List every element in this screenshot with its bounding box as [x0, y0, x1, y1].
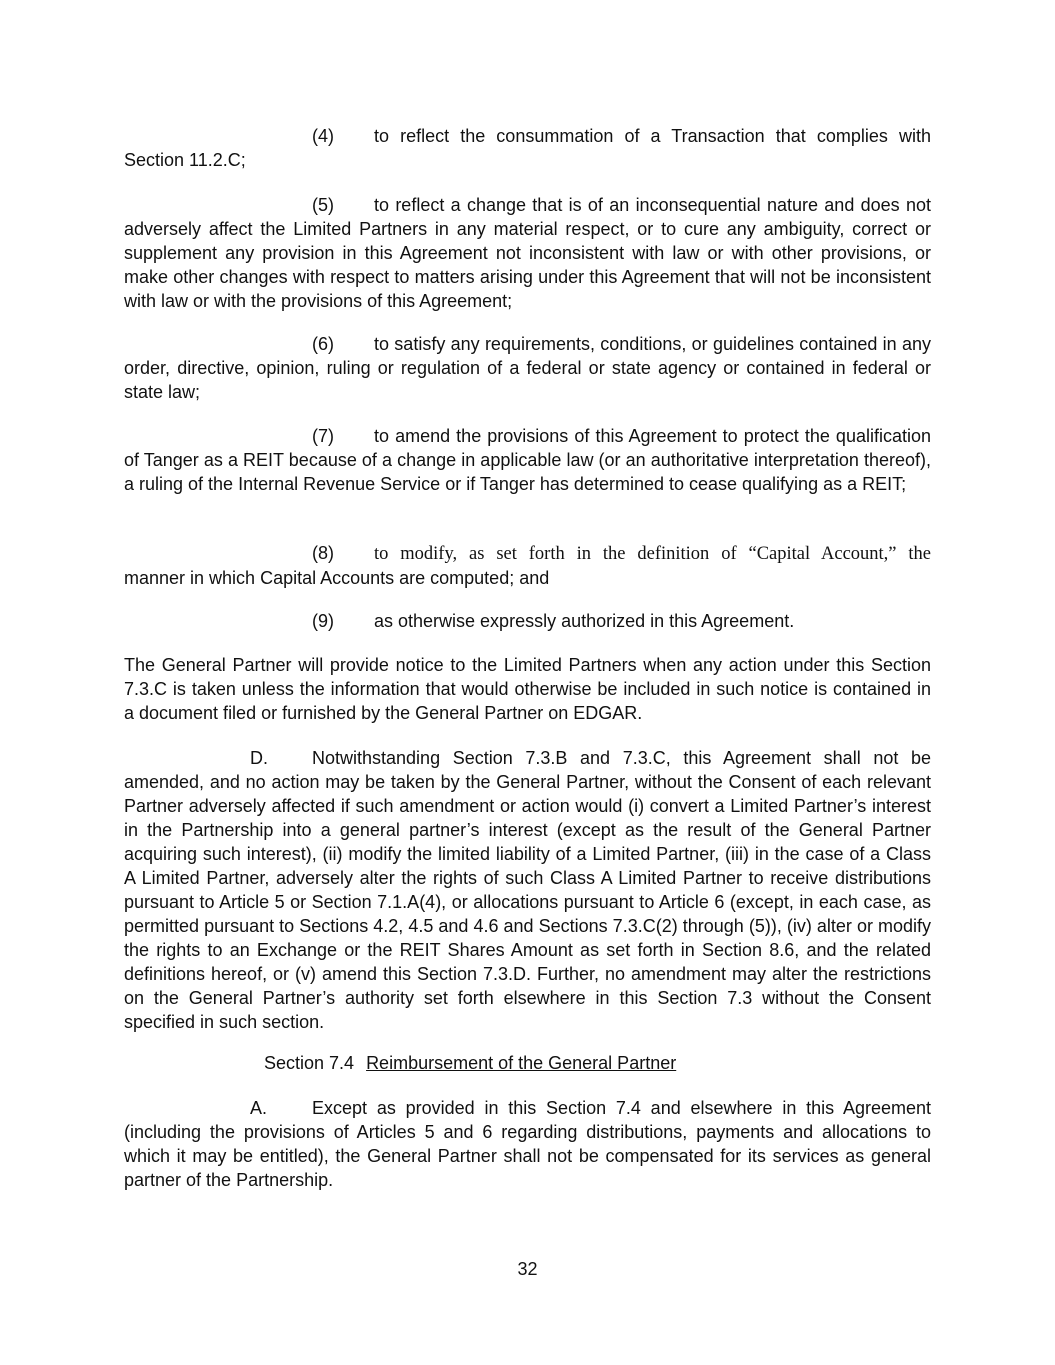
item-4-line2: Section 11.2.C; — [124, 150, 246, 170]
item-4-line1: to reflect the consummation of a Transaction that complies with — [374, 126, 931, 146]
paragraph-d-letter: D. — [250, 748, 268, 768]
item-4-number: (4) — [312, 126, 334, 146]
paragraph-d-text: Notwithstanding Section 7.3.B and 7.3.C, this Agreement shall not be amended, and no action may be taken by the General Partner, without the Consent of each relevant Partner adversely affected if such amendment or action would (i) convert a Limited Partner’s interest in the Partnership into a general partner’s interest (except as the result of the General Partner acquiring such interest), (ii) modify the limited liability of a Limited Partner, (iii) in the case of a Class A Limited Partner, adversely alter the rights of such Class A Limited Partner to receive distributions pursuant to Article 5 or Section 7.1.A(4), or allocations pursuant to Article 6 (except, in each case, as permitted pursuant to Sections 4.2, 4.5 and 4.6 and Sections 7.3.C(2) through (5)), (iv) alter or modify the rights to an Exchange or the REIT Shares Amount as set forth in Section 8.6, and the related definitions hereof, or (v) amend this Section 7.3.D. Further, no amendment may alter the restrictions on the General Partner’s authority set forth elsewhere in this Section 7.3 without the Consent specified in such section. — [124, 748, 931, 1032]
paragraph-a-text: Except as provided in this Section 7.4 and elsewhere in this Agreement (including the provisions of Articles 5 and 6 regarding distributions, payments and allocations to which it may be entitled), the General Partner shall not be compensated for its services as general partner of the Partnership. — [124, 1098, 931, 1190]
item-6-text: to satisfy any requirements, conditions, or guidelines contained in any order, directive, opinion, ruling or regulation of a federal or state agency or contained in federal or state law; — [124, 334, 931, 402]
page-number: 32 — [517, 1259, 538, 1279]
paragraph-d — [124, 746, 931, 1034]
item-7-number: (7) — [312, 426, 334, 446]
item-8-line1: to modify, as set forth in the definition of “Capital Account,” the — [374, 544, 931, 564]
item-5-text: to reflect a change that is of an inconsequential nature and does not adversely affect the Limited Partners in any material respect, or to cure any ambiguity, correct or supplement any provision in this Agreement not inconsistent with law or with other provisions, or make other changes with respect to matters arising under this Agreement that will not be inconsistent with law or with the provisions of this Agreement; — [124, 195, 931, 311]
item-9 — [124, 609, 931, 633]
item-7-text: to amend the provisions of this Agreement to protect the qualification of Tanger as a REIT because of a change in applicable law (or an authoritative interpretation thereof), a ruling of the Internal Revenue Service or if Tanger has determined to cease qualifying as a REIT; — [124, 426, 931, 494]
item-7 — [124, 424, 931, 496]
notice-paragraph: The General Partner will provide notice to the Limited Partners when any action under this Section 7.3.C is taken unless the information that would otherwise be included in such notice is contained in a document filed or furnished by the General Partner on EDGAR. — [124, 655, 931, 723]
section-7-4-heading — [264, 1051, 676, 1075]
item-9-number: (9) — [312, 611, 334, 631]
item-4 — [124, 124, 931, 172]
paragraph-a — [124, 1096, 931, 1192]
item-6 — [124, 332, 931, 404]
item-5-number: (5) — [312, 195, 334, 215]
item-6-number: (6) — [312, 334, 334, 354]
item-5 — [124, 193, 931, 313]
item-8-number: (8) — [312, 543, 334, 563]
paragraph-a-letter: A. — [250, 1098, 268, 1118]
section-7-4-title: Reimbursement of the General Partner — [366, 1053, 677, 1073]
item-8 — [124, 541, 931, 590]
item-8-line2: manner in which Capital Accounts are computed; and — [124, 568, 550, 588]
section-7-4-label: Section 7.4 — [264, 1053, 355, 1073]
item-9-text: as otherwise expressly authorized in this Agreement. — [374, 611, 795, 631]
